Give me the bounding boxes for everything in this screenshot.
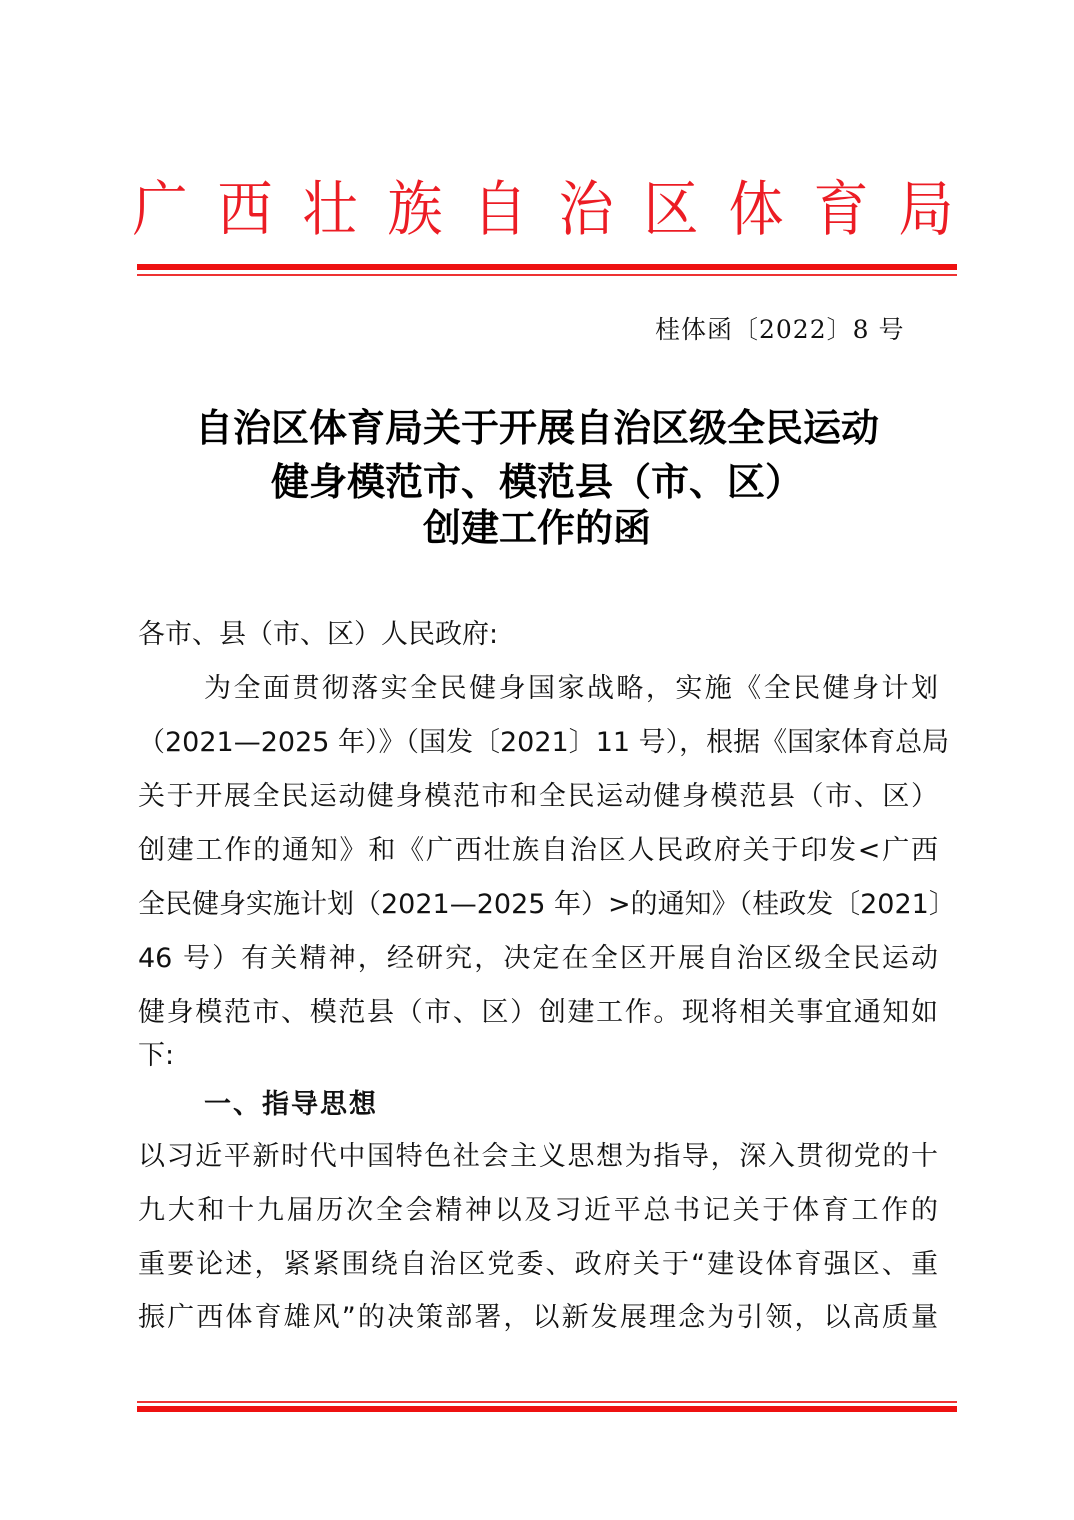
masthead-char: 局: [898, 175, 954, 245]
masthead-char: 壮: [302, 175, 358, 245]
masthead-char: 族: [387, 175, 443, 245]
paragraph-line: 以习近平新时代中国特色社会主义思想为指导，深入贯彻党的十: [138, 1141, 938, 1172]
paragraph-line: 下:: [138, 1040, 175, 1071]
footer-thin-rule: [137, 1401, 957, 1403]
masthead-char: 自: [472, 175, 529, 245]
document-number: 桂体函〔2022〕8 号: [655, 315, 905, 344]
section-heading: 一、指导思想: [204, 1089, 378, 1120]
paragraph-line: 关于开展全民运动健身模范市和全民运动健身模范县（市、区）: [138, 781, 938, 812]
paragraph-line: 为全面贯彻落实全民健身国家战略，实施《全民健身计划: [204, 673, 938, 704]
salutation: 各市、县（市、区）人民政府:: [138, 619, 499, 650]
footer-thick-rule: [137, 1406, 957, 1412]
paragraph-line: 振广西体育雄风”的决策部署，以新发展理念为引领，以高质量: [138, 1302, 938, 1333]
header-thick-rule: [137, 264, 957, 270]
paragraph-line: 九大和十九届历次全会精神以及习近平总书记关于体育工作的: [138, 1195, 938, 1226]
title-line: 创建工作的函: [422, 505, 651, 550]
paragraph-line: （2021—2025 年）》（国发〔2021〕11 号），根据《国家体育总局: [138, 727, 950, 758]
paragraph-line: 创建工作的通知》和《广西壮族自治区人民政府关于印发<广西: [138, 835, 938, 866]
masthead-char: 广: [132, 175, 188, 245]
masthead-title: [128, 170, 958, 250]
masthead-char: 育: [813, 175, 869, 245]
paragraph-line: 健身模范市、模范县（市、区）创建工作。现将相关事宜通知如: [138, 997, 938, 1028]
title-line: 自治区体育局关于开展自治区级全民运动: [194, 405, 879, 450]
masthead-char: 西: [217, 175, 273, 245]
paragraph-line: 46 号）有关精神，经研究，决定在全区开展自治区级全民运动: [138, 943, 938, 974]
paragraph-line: 全民健身实施计划（2021—2025 年）>的通知》（桂政发〔2021〕: [138, 889, 956, 920]
paragraph-line: 重要论述，紧紧围绕自治区党委、政府关于“建设体育强区、重: [138, 1249, 938, 1280]
masthead-char: 区: [643, 175, 699, 245]
masthead-char: 治: [557, 175, 614, 245]
masthead-char: 体: [728, 175, 784, 245]
header-thin-rule: [137, 274, 957, 276]
title-line: 健身模范市、模范县（市、区）: [270, 459, 803, 504]
